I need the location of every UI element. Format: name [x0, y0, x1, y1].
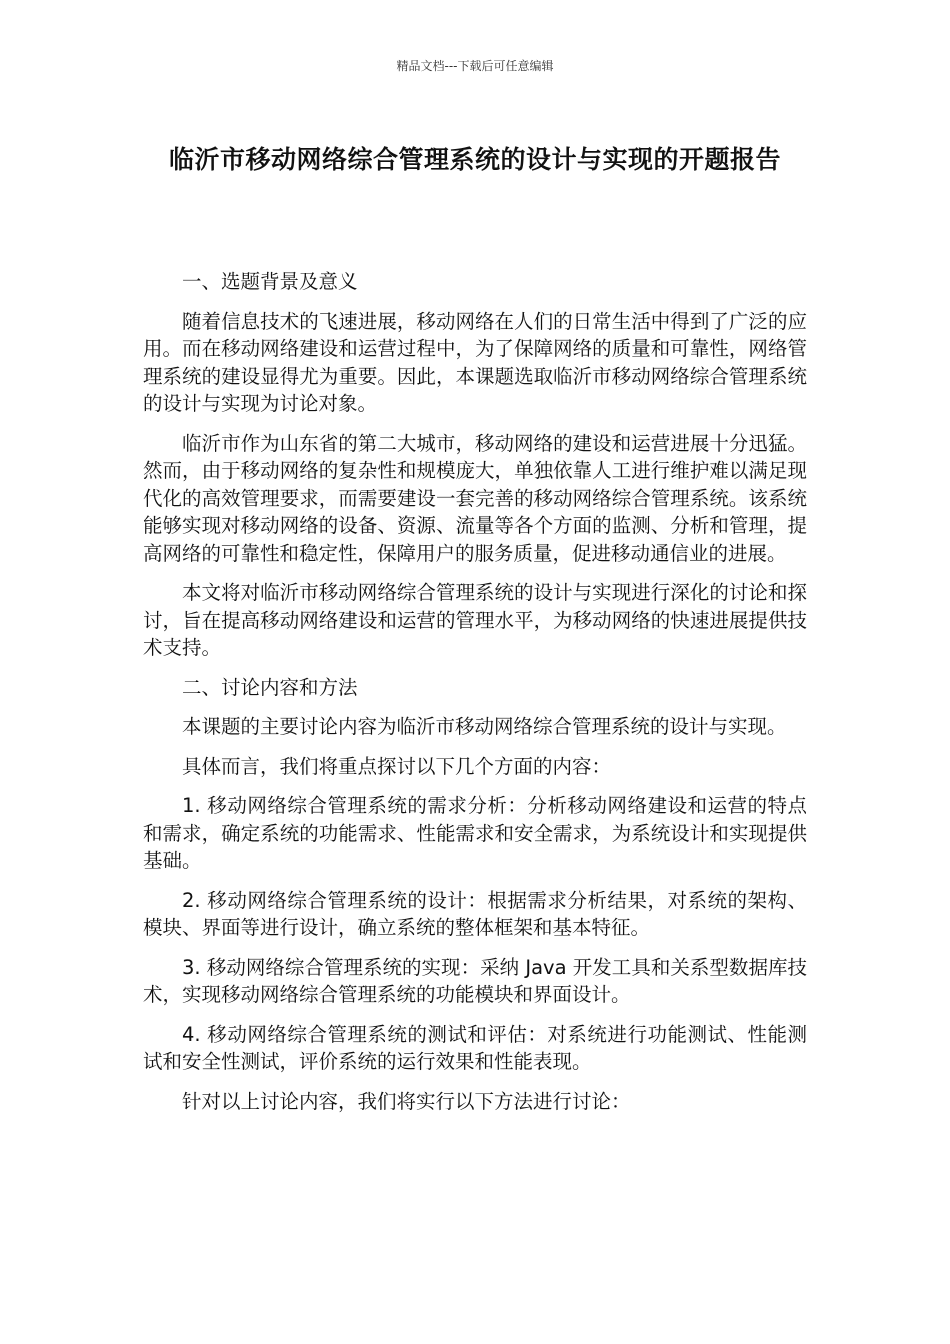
paragraph: 具体而言，我们将重点探讨以下几个方面的内容：	[182, 754, 612, 778]
section-heading-content-method: 二、讨论内容和方法	[182, 675, 358, 699]
list-item-design: 2. 移动网络综合管理系统的设计：根据需求分析结果，对系统的架构、模块、界面等进行设计，确立系统的整体框架和基本特征。	[143, 888, 807, 939]
list-item-requirements: 1. 移动网络综合管理系统的需求分析：分析移动网络建设和运营的特点和需求，确定系统的功能需求、性能需求和安全需求，为系统设计和实现提供基础。	[143, 794, 807, 872]
document-body	[143, 268, 807, 1127]
list-item-implementation: 3. 移动网络综合管理系统的实现：采纳 Java 开发工具和关系型数据库技术，实现移动网络综合管理系统的功能模块和界面设计。	[143, 955, 807, 1006]
list-item-testing: 4. 移动网络综合管理系统的测试和评估：对系统进行功能测试、性能测试和安全性测试，评价系统的运行效果和性能表现。	[143, 1022, 807, 1073]
section-heading-background: 一、选题背景及意义	[182, 270, 358, 293]
paragraph: 本文将对临沂市移动网络综合管理系统的设计与实现进行深化的讨论和探讨，旨在提高移动网络建设和运营的管理水平，为移动网络的快速进展提供技术支持。	[143, 581, 807, 659]
paragraph: 本课题的主要讨论内容为临沂市移动网络综合管理系统的设计与实现。	[182, 715, 787, 738]
paragraph: 临沂市作为山东省的第二大城市，移动网络的建设和运营进展十分迅猛。然而，由于移动网络的复杂性和规模庞大，单独依靠人工进行维护难以满足现代化的高效管理要求，而需要建设一套完善的移动网络综合管理系统。该系统能够实现对移动网络的设备、资源、流量等各个方面的监测、分析和管理，提高网络的可靠性和稳定性，保障用户的服务质量，促进移动通信业的进展。	[143, 431, 807, 565]
paragraph: 针对以上讨论内容，我们将实行以下方法进行讨论：	[182, 1089, 631, 1113]
document-title: 临沂市移动网络综合管理系统的设计与实现的开题报告	[168, 145, 781, 174]
paragraph: 随着信息技术的飞速进展，移动网络在人们的日常生活中得到了广泛的应用。而在移动网络建设和运营过程中，为了保障网络的质量和可靠性，网络管理系统的建设显得尤为重要。因此，本课题选取临沂市移动网络综合管理系统的设计与实现为讨论对象。	[143, 309, 807, 415]
header-watermark: 精品文档---下载后可任意编辑	[396, 59, 554, 73]
